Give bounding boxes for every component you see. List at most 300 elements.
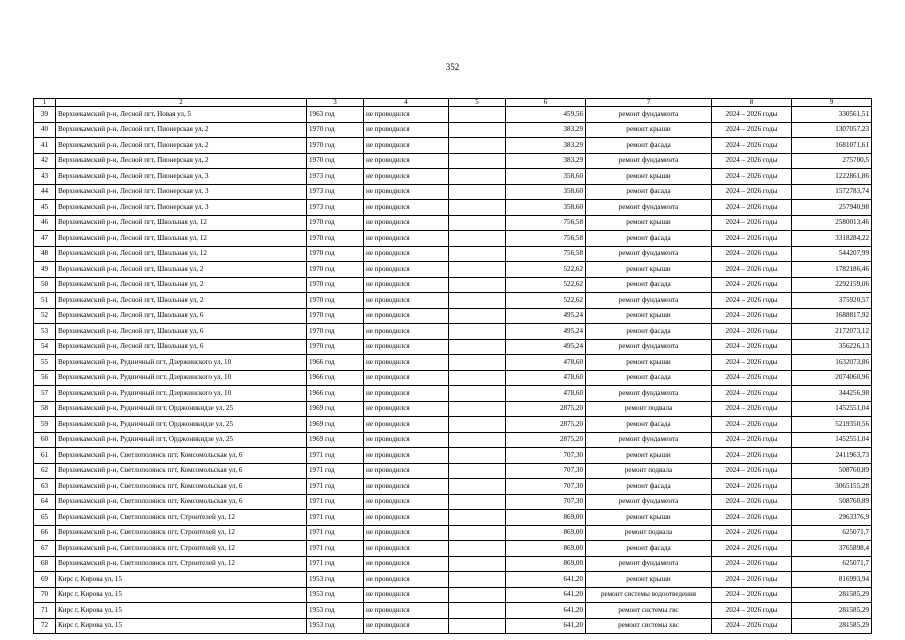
table-row <box>34 246 872 262</box>
build-year-cell: 1953 год <box>307 572 364 588</box>
period-cell: 2024 – 2026 годы <box>712 277 792 293</box>
build-year-cell: 1969 год <box>307 417 364 433</box>
column-number-3: 3 <box>307 99 364 107</box>
column-number-1: 1 <box>34 99 56 107</box>
build-year-cell: 1953 год <box>307 587 364 603</box>
last-repair-cell: не проводился <box>364 324 449 340</box>
work-type-cell: ремонт фасада <box>586 231 712 247</box>
area-cell: 383,29 <box>506 138 586 154</box>
last-repair-cell: не проводился <box>364 572 449 588</box>
table-row <box>34 401 872 417</box>
address-cell: Верхнекамский р-н, Светлополянск пгт, Строителей ул, 12 <box>56 525 307 541</box>
build-year-cell: 1969 год <box>307 432 364 448</box>
address-cell: Верхнекамский р-н, Рудничный пгт, Дзержинского ул, 10 <box>56 370 307 386</box>
work-type-cell: ремонт фасада <box>586 479 712 495</box>
row-number-cell: 62 <box>34 463 56 479</box>
area-cell: 495,24 <box>506 339 586 355</box>
period-cell: 2024 – 2026 годы <box>712 308 792 324</box>
row-number-cell: 69 <box>34 572 56 588</box>
area-cell: 707,30 <box>506 448 586 464</box>
row-number-cell: 48 <box>34 246 56 262</box>
build-year-cell: 1953 год <box>307 603 364 619</box>
build-year-cell: 1971 год <box>307 463 364 479</box>
area-cell: 495,24 <box>506 324 586 340</box>
cell-empty-cell <box>449 417 506 433</box>
row-number-cell: 71 <box>34 603 56 619</box>
last-repair-cell: не проводился <box>364 386 449 402</box>
work-type-cell: ремонт фасада <box>586 184 712 200</box>
row-number-cell: 60 <box>34 432 56 448</box>
table-row <box>34 324 872 340</box>
address-cell: Верхнекамский р-н, Лесной пгт, Школьная ул, 6 <box>56 324 307 340</box>
build-year-cell: 1971 год <box>307 525 364 541</box>
cost-cell: 544207,99 <box>792 246 872 262</box>
last-repair-cell: не проводился <box>364 370 449 386</box>
work-type-cell: ремонт системы водоотведения <box>586 587 712 603</box>
cell-empty-cell <box>449 138 506 154</box>
table-row <box>34 386 872 402</box>
table-row <box>34 479 872 495</box>
work-type-cell: ремонт фундамента <box>586 432 712 448</box>
build-year-cell: 1970 год <box>307 231 364 247</box>
cost-cell: 5219350,56 <box>792 417 872 433</box>
last-repair-cell: не проводился <box>364 448 449 464</box>
period-cell: 2024 – 2026 годы <box>712 370 792 386</box>
build-year-cell: 1970 год <box>307 262 364 278</box>
area-cell: 478,60 <box>506 386 586 402</box>
row-number-cell: 59 <box>34 417 56 433</box>
work-type-cell: ремонт крыши <box>586 448 712 464</box>
address-cell: Кирс г, Кирова ул, 15 <box>56 603 307 619</box>
work-type-cell: ремонт системы хвс <box>586 618 712 634</box>
address-cell: Верхнекамский р-н, Светлополянск пгт, Комсомольская ул, 6 <box>56 479 307 495</box>
cell-empty-cell <box>449 277 506 293</box>
row-number-cell: 72 <box>34 618 56 634</box>
period-cell: 2024 – 2026 годы <box>712 556 792 572</box>
cost-cell: 2292159,06 <box>792 277 872 293</box>
table-row <box>34 200 872 216</box>
cell-empty-cell <box>449 293 506 309</box>
work-type-cell: ремонт фасада <box>586 417 712 433</box>
table-row <box>34 370 872 386</box>
cell-empty-cell <box>449 541 506 557</box>
area-cell: 2875,20 <box>506 401 586 417</box>
page-number: 352 <box>445 62 460 72</box>
cost-cell: 2411963,73 <box>792 448 872 464</box>
table-row <box>34 231 872 247</box>
period-cell: 2024 – 2026 годы <box>712 494 792 510</box>
table-row <box>34 494 872 510</box>
cost-cell: 1632073,86 <box>792 355 872 371</box>
cost-cell: 1572783,74 <box>792 184 872 200</box>
last-repair-cell: не проводился <box>364 587 449 603</box>
address-cell: Верхнекамский р-н, Лесной пгт, Школьная ул, 12 <box>56 231 307 247</box>
cost-cell: 1782186,46 <box>792 262 872 278</box>
period-cell: 2024 – 2026 годы <box>712 107 792 123</box>
row-number-cell: 56 <box>34 370 56 386</box>
last-repair-cell: не проводился <box>364 432 449 448</box>
cell-empty-cell <box>449 618 506 634</box>
address-cell: Верхнекамский р-н, Лесной пгт, Пионерская ул, 3 <box>56 184 307 200</box>
last-repair-cell: не проводился <box>364 525 449 541</box>
cell-empty-cell <box>449 200 506 216</box>
period-cell: 2024 – 2026 годы <box>712 339 792 355</box>
cell-empty-cell <box>449 262 506 278</box>
address-cell: Верхнекамский р-н, Светлополянск пгт, Комсомольская ул, 6 <box>56 463 307 479</box>
address-cell: Верхнекамский р-н, Светлополянск пгт, Строителей ул, 12 <box>56 541 307 557</box>
period-cell: 2024 – 2026 годы <box>712 138 792 154</box>
table-row <box>34 122 872 138</box>
address-cell: Верхнекамский р-н, Лесной пгт, Школьная ул, 2 <box>56 293 307 309</box>
column-number-8: 8 <box>712 99 792 107</box>
build-year-cell: 1966 год <box>307 386 364 402</box>
address-cell: Верхнекамский р-н, Лесной пгт, Пионерская ул, 2 <box>56 153 307 169</box>
area-cell: 522,62 <box>506 262 586 278</box>
cost-cell: 356226,13 <box>792 339 872 355</box>
work-type-cell: ремонт фундамента <box>586 246 712 262</box>
area-cell: 869,00 <box>506 556 586 572</box>
last-repair-cell: не проводился <box>364 401 449 417</box>
build-year-cell: 1963 год <box>307 107 364 123</box>
column-number-6: 6 <box>506 99 586 107</box>
address-cell: Верхнекамский р-н, Светлополянск пгт, Строителей ул, 12 <box>56 556 307 572</box>
row-number-cell: 67 <box>34 541 56 557</box>
work-type-cell: ремонт крыши <box>586 262 712 278</box>
period-cell: 2024 – 2026 годы <box>712 618 792 634</box>
cost-cell: 3318284,22 <box>792 231 872 247</box>
cell-empty-cell <box>449 184 506 200</box>
table-row <box>34 138 872 154</box>
cost-cell: 1222861,86 <box>792 169 872 185</box>
column-number-4: 4 <box>364 99 449 107</box>
cost-cell: 330561,51 <box>792 107 872 123</box>
row-number-cell: 64 <box>34 494 56 510</box>
cost-cell: 281585,29 <box>792 603 872 619</box>
build-year-cell: 1953 год <box>307 618 364 634</box>
row-number-cell: 63 <box>34 479 56 495</box>
build-year-cell: 1970 год <box>307 215 364 231</box>
column-number-5: 5 <box>449 99 506 107</box>
address-cell: Верхнекамский р-н, Лесной пгт, Новая ул, 5 <box>56 107 307 123</box>
row-number-cell: 65 <box>34 510 56 526</box>
period-cell: 2024 – 2026 годы <box>712 417 792 433</box>
work-type-cell: ремонт фундамента <box>586 107 712 123</box>
period-cell: 2024 – 2026 годы <box>712 525 792 541</box>
address-cell: Кирс г, Кирова ул, 15 <box>56 572 307 588</box>
table-row <box>34 169 872 185</box>
last-repair-cell: не проводился <box>364 138 449 154</box>
last-repair-cell: не проводился <box>364 510 449 526</box>
cost-cell: 257940,98 <box>792 200 872 216</box>
work-type-cell: ремонт подвала <box>586 463 712 479</box>
period-cell: 2024 – 2026 годы <box>712 324 792 340</box>
table-row <box>34 463 872 479</box>
cost-cell: 281585,29 <box>792 618 872 634</box>
cost-cell: 3765898,4 <box>792 541 872 557</box>
cost-cell: 2580013,46 <box>792 215 872 231</box>
cell-empty-cell <box>449 525 506 541</box>
row-number-cell: 49 <box>34 262 56 278</box>
address-cell: Верхнекамский р-н, Светлополянск пгт, Строителей ул, 12 <box>56 510 307 526</box>
area-cell: 522,62 <box>506 293 586 309</box>
column-number-7: 7 <box>586 99 712 107</box>
row-number-cell: 51 <box>34 293 56 309</box>
cost-cell: 2963376,9 <box>792 510 872 526</box>
build-year-cell: 1970 год <box>307 138 364 154</box>
area-cell: 641,20 <box>506 572 586 588</box>
column-number-9: 9 <box>792 99 872 107</box>
address-cell: Верхнекамский р-н, Лесной пгт, Школьная ул, 6 <box>56 308 307 324</box>
area-cell: 869,00 <box>506 541 586 557</box>
last-repair-cell: не проводился <box>364 355 449 371</box>
address-cell: Верхнекамский р-н, Лесной пгт, Школьная ул, 12 <box>56 215 307 231</box>
cell-empty-cell <box>449 448 506 464</box>
last-repair-cell: не проводился <box>364 262 449 278</box>
area-cell: 641,20 <box>506 618 586 634</box>
row-number-cell: 41 <box>34 138 56 154</box>
period-cell: 2024 – 2026 годы <box>712 122 792 138</box>
cell-empty-cell <box>449 246 506 262</box>
table-row <box>34 525 872 541</box>
work-type-cell: ремонт фундамента <box>586 339 712 355</box>
build-year-cell: 1970 год <box>307 324 364 340</box>
cell-empty-cell <box>449 308 506 324</box>
row-number-cell: 55 <box>34 355 56 371</box>
cost-cell: 281585,29 <box>792 587 872 603</box>
row-number-cell: 39 <box>34 107 56 123</box>
period-cell: 2024 – 2026 годы <box>712 293 792 309</box>
area-cell: 358,60 <box>506 184 586 200</box>
last-repair-cell: не проводился <box>364 184 449 200</box>
period-cell: 2024 – 2026 годы <box>712 231 792 247</box>
period-cell: 2024 – 2026 годы <box>712 355 792 371</box>
cost-cell: 625071,7 <box>792 556 872 572</box>
period-cell: 2024 – 2026 годы <box>712 386 792 402</box>
cost-cell: 625071,7 <box>792 525 872 541</box>
work-type-cell: ремонт крыши <box>586 510 712 526</box>
period-cell: 2024 – 2026 годы <box>712 510 792 526</box>
last-repair-cell: не проводился <box>364 153 449 169</box>
address-cell: Верхнекамский р-н, Лесной пгт, Школьная ул, 12 <box>56 246 307 262</box>
period-cell: 2024 – 2026 годы <box>712 184 792 200</box>
work-type-cell: ремонт фасада <box>586 541 712 557</box>
address-cell: Кирс г, Кирова ул, 15 <box>56 618 307 634</box>
period-cell: 2024 – 2026 годы <box>712 153 792 169</box>
cost-cell: 508760,89 <box>792 463 872 479</box>
table-row <box>34 556 872 572</box>
build-year-cell: 1971 год <box>307 510 364 526</box>
table-row <box>34 355 872 371</box>
period-cell: 2024 – 2026 годы <box>712 200 792 216</box>
row-number-cell: 61 <box>34 448 56 464</box>
row-number-cell: 42 <box>34 153 56 169</box>
address-cell: Верхнекамский р-н, Рудничный пгт, Дзержинского ул, 10 <box>56 386 307 402</box>
row-number-cell: 45 <box>34 200 56 216</box>
repair-schedule-table <box>33 98 872 634</box>
period-cell: 2024 – 2026 годы <box>712 603 792 619</box>
period-cell: 2024 – 2026 годы <box>712 541 792 557</box>
cell-empty-cell <box>449 572 506 588</box>
work-type-cell: ремонт крыши <box>586 122 712 138</box>
last-repair-cell: не проводился <box>364 494 449 510</box>
address-cell: Кирс г, Кирова ул, 15 <box>56 587 307 603</box>
cost-cell: 816993,94 <box>792 572 872 588</box>
area-cell: 495,24 <box>506 308 586 324</box>
table-row <box>34 510 872 526</box>
work-type-cell: ремонт фундамента <box>586 200 712 216</box>
cell-empty-cell <box>449 463 506 479</box>
last-repair-cell: не проводился <box>364 339 449 355</box>
build-year-cell: 1971 год <box>307 479 364 495</box>
cost-cell: 275700,5 <box>792 153 872 169</box>
cost-cell: 1688817,92 <box>792 308 872 324</box>
cost-cell: 1452551,04 <box>792 432 872 448</box>
row-number-cell: 54 <box>34 339 56 355</box>
area-cell: 641,20 <box>506 587 586 603</box>
period-cell: 2024 – 2026 годы <box>712 479 792 495</box>
work-type-cell: ремонт крыши <box>586 308 712 324</box>
address-cell: Верхнекамский р-н, Светлополянск пгт, Комсомольская ул, 6 <box>56 448 307 464</box>
build-year-cell: 1970 год <box>307 246 364 262</box>
table-row <box>34 618 872 634</box>
cost-cell: 508760,89 <box>792 494 872 510</box>
build-year-cell: 1970 год <box>307 122 364 138</box>
area-cell: 383,29 <box>506 122 586 138</box>
table-row <box>34 572 872 588</box>
work-type-cell: ремонт фундамента <box>586 153 712 169</box>
address-cell: Верхнекамский р-н, Светлополянск пгт, Комсомольская ул, 6 <box>56 494 307 510</box>
row-number-cell: 43 <box>34 169 56 185</box>
cost-cell: 2074060,96 <box>792 370 872 386</box>
row-number-cell: 47 <box>34 231 56 247</box>
cell-empty-cell <box>449 231 506 247</box>
cell-empty-cell <box>449 169 506 185</box>
cell-empty-cell <box>449 339 506 355</box>
address-cell: Верхнекамский р-н, Лесной пгт, Пионерская ул, 3 <box>56 169 307 185</box>
period-cell: 2024 – 2026 годы <box>712 401 792 417</box>
cell-empty-cell <box>449 587 506 603</box>
period-cell: 2024 – 2026 годы <box>712 246 792 262</box>
last-repair-cell: не проводился <box>364 479 449 495</box>
row-number-cell: 44 <box>34 184 56 200</box>
work-type-cell: ремонт крыши <box>586 215 712 231</box>
last-repair-cell: не проводился <box>364 618 449 634</box>
work-type-cell: ремонт крыши <box>586 572 712 588</box>
work-type-cell: ремонт подвала <box>586 525 712 541</box>
cell-empty-cell <box>449 386 506 402</box>
last-repair-cell: не проводился <box>364 277 449 293</box>
table-row <box>34 293 872 309</box>
address-cell: Верхнекамский р-н, Лесной пгт, Пионерская ул, 2 <box>56 138 307 154</box>
work-type-cell: ремонт фасада <box>586 324 712 340</box>
row-number-cell: 66 <box>34 525 56 541</box>
build-year-cell: 1971 год <box>307 541 364 557</box>
area-cell: 358,60 <box>506 169 586 185</box>
row-number-cell: 68 <box>34 556 56 572</box>
cost-cell: 1452551,04 <box>792 401 872 417</box>
build-year-cell: 1970 год <box>307 293 364 309</box>
area-cell: 478,60 <box>506 370 586 386</box>
cell-empty-cell <box>449 324 506 340</box>
area-cell: 707,30 <box>506 479 586 495</box>
last-repair-cell: не проводился <box>364 556 449 572</box>
table-row <box>34 184 872 200</box>
build-year-cell: 1971 год <box>307 556 364 572</box>
cell-empty-cell <box>449 215 506 231</box>
area-cell: 756,58 <box>506 215 586 231</box>
period-cell: 2024 – 2026 годы <box>712 215 792 231</box>
build-year-cell: 1966 год <box>307 370 364 386</box>
area-cell: 478,60 <box>506 355 586 371</box>
area-cell: 2875,20 <box>506 417 586 433</box>
area-cell: 522,62 <box>506 277 586 293</box>
cell-empty-cell <box>449 603 506 619</box>
area-cell: 869,00 <box>506 510 586 526</box>
build-year-cell: 1966 год <box>307 355 364 371</box>
area-cell: 383,29 <box>506 153 586 169</box>
period-cell: 2024 – 2026 годы <box>712 572 792 588</box>
period-cell: 2024 – 2026 годы <box>712 169 792 185</box>
period-cell: 2024 – 2026 годы <box>712 448 792 464</box>
last-repair-cell: не проводился <box>364 246 449 262</box>
row-number-cell: 50 <box>34 277 56 293</box>
address-cell: Верхнекамский р-н, Рудничный пгт, Дзержинского ул, 10 <box>56 355 307 371</box>
cell-empty-cell <box>449 355 506 371</box>
table-row <box>34 107 872 123</box>
cell-empty-cell <box>449 494 506 510</box>
area-cell: 707,30 <box>506 463 586 479</box>
area-cell: 756,58 <box>506 246 586 262</box>
last-repair-cell: не проводился <box>364 231 449 247</box>
cost-cell: 2172073,12 <box>792 324 872 340</box>
table-row <box>34 308 872 324</box>
period-cell: 2024 – 2026 годы <box>712 587 792 603</box>
work-type-cell: ремонт фасада <box>586 138 712 154</box>
cell-empty-cell <box>449 107 506 123</box>
address-cell: Верхнекамский р-н, Рудничный пгт, Орджоникидзе ул, 25 <box>56 401 307 417</box>
row-number-cell: 46 <box>34 215 56 231</box>
row-number-cell: 52 <box>34 308 56 324</box>
build-year-cell: 1973 год <box>307 169 364 185</box>
work-type-cell: ремонт крыши <box>586 355 712 371</box>
cell-empty-cell <box>449 401 506 417</box>
cost-cell: 3065155,28 <box>792 479 872 495</box>
column-number-2: 2 <box>56 99 307 107</box>
address-cell: Верхнекамский р-н, Лесной пгт, Школьная ул, 2 <box>56 262 307 278</box>
work-type-cell: ремонт подвала <box>586 401 712 417</box>
address-cell: Верхнекамский р-н, Лесной пгт, Школьная ул, 6 <box>56 339 307 355</box>
work-type-cell: ремонт фундамента <box>586 386 712 402</box>
table-row <box>34 432 872 448</box>
area-cell: 756,58 <box>506 231 586 247</box>
last-repair-cell: не проводился <box>364 417 449 433</box>
header-row <box>34 99 872 107</box>
table-row <box>34 153 872 169</box>
last-repair-cell: не проводился <box>364 200 449 216</box>
work-type-cell: ремонт фундамента <box>586 556 712 572</box>
address-cell: Верхнекамский р-н, Лесной пгт, Пионерская ул, 2 <box>56 122 307 138</box>
last-repair-cell: не проводился <box>364 107 449 123</box>
last-repair-cell: не проводился <box>364 215 449 231</box>
cell-empty-cell <box>449 479 506 495</box>
row-number-cell: 40 <box>34 122 56 138</box>
area-cell: 641,20 <box>506 603 586 619</box>
period-cell: 2024 – 2026 годы <box>712 432 792 448</box>
build-year-cell: 1969 год <box>307 401 364 417</box>
last-repair-cell: не проводился <box>364 308 449 324</box>
last-repair-cell: не проводился <box>364 293 449 309</box>
area-cell: 869,00 <box>506 525 586 541</box>
